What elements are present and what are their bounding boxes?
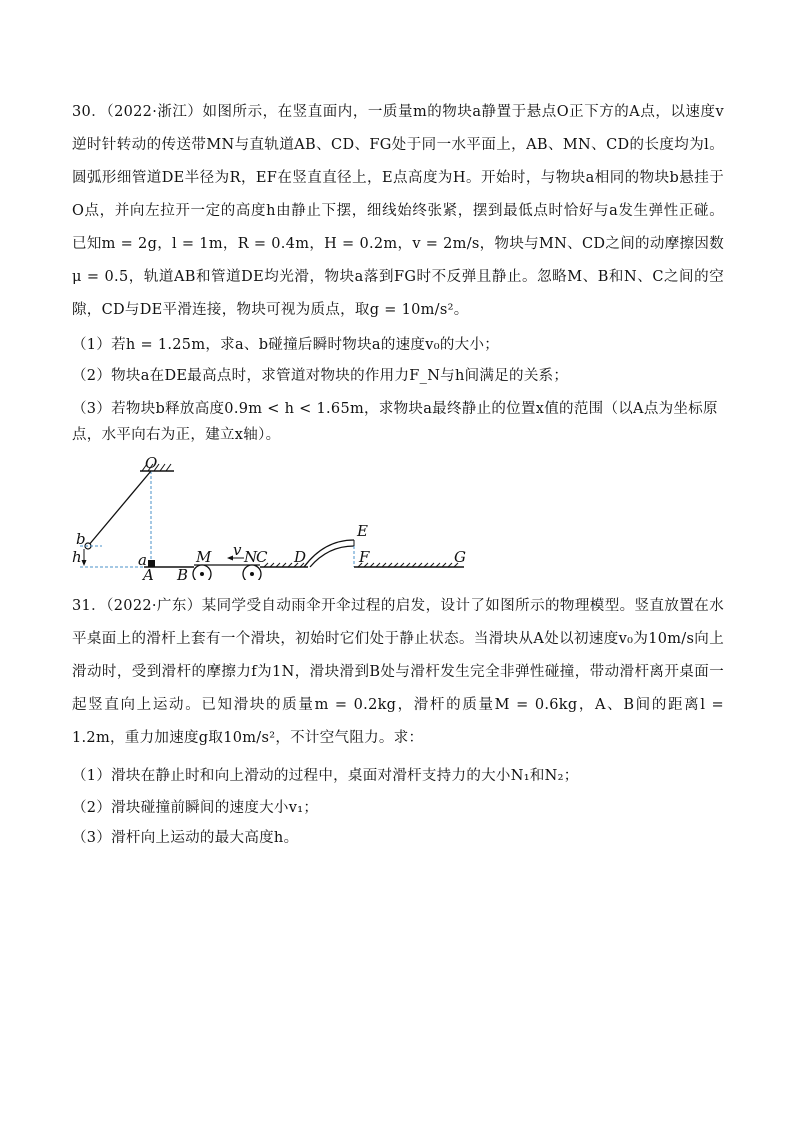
label-D: D: [294, 548, 307, 566]
q30-sub-question-2: （2）物块a在DE最高点时，求管道对物块的作用力F_N与h间满足的关系；: [72, 368, 569, 384]
q30-sub-question-3: （3）若物块b释放高度0.9m < h < 1.65m，求物块a最终静止的位置x值的范围（以A点为坐标原点，水平向右为正，建立x轴）。: [72, 401, 718, 443]
q30-stem: 30．（2022·浙江）如图所示，在竖直面内，一质量m的物块a静置于悬点O正下方的A点，以速度v逆时针转动的传送带MN与直轨道AB、CD、FG处于同一水平面上，AB、MN、CD的长度均为l。圆弧形细管道DE半径为R，EF在竖直直径上，E点高度为H。开始时，与物块a相同的物块b悬挂于O点，并向左拉开一定的高度h由静止下摆，细线始终张紧，摆到最低点时恰好与a发生弹性正碰。已知m = 2g，l = 1m，R = 0.4m，H = 0.2m，v = 2m/s，物块与MN、CD之间的动摩擦因数μ = 0.5，轨道AB和管道DE均光滑，物块a落到FG时不反弹且静止。忽略M、B和N、C之间的空隙，CD与DE平滑连接，物块可视为质点，取g = 10m/s²。: [72, 104, 724, 318]
label-O: O: [145, 454, 158, 472]
page-content: [72, 96, 724, 849]
label-M: M: [196, 548, 212, 566]
label-F: F: [359, 548, 370, 566]
q30-sub-question-1: （1）若h = 1.25m，求a、b碰撞后瞬时物块a的速度v₀的大小；: [72, 337, 500, 353]
label-h: h: [72, 548, 82, 566]
label-N: N: [244, 548, 258, 566]
label-A: A: [143, 566, 154, 580]
label-G: G: [454, 548, 466, 566]
q31-stem: 31．（2022·广东）某同学受自动雨伞开伞过程的启发，设计了如图所示的物理模型。竖直放置在水平桌面上的滑杆上套有一个滑块，初始时它们处于静止状态。当滑块从A处以初速度v₀为10m/s向上滑动时，受到滑杆的摩擦力f为1N，滑块滑到B处与滑杆发生完全非弹性碰撞，带动滑杆离开桌面一起竖直向上运动。已知滑块的质量m = 0.2kg，滑杆的质量M = 0.6kg，A、B间的距离l = 1.2m，重力加速度g取10m/s²，不计空气阻力。求：: [72, 598, 724, 746]
q30-diagram: [72, 454, 470, 580]
label-a: a: [138, 551, 147, 569]
q31-sub-question-3: （3）滑杆向上运动的最大高度h。: [72, 830, 299, 846]
label-v: v: [233, 541, 242, 559]
label-E: E: [357, 522, 368, 540]
label-B: B: [177, 566, 189, 580]
label-C: C: [256, 548, 268, 566]
q31-sub-question-1: （1）滑块在静止时和向上滑动的过程中，桌面对滑杆支持力的大小N₁和N₂；: [72, 768, 579, 784]
label-b: b: [76, 530, 86, 548]
q30-figure: [72, 454, 470, 580]
q31-sub-question-2: （2）滑块碰撞前瞬间的速度大小v₁；: [72, 800, 319, 816]
